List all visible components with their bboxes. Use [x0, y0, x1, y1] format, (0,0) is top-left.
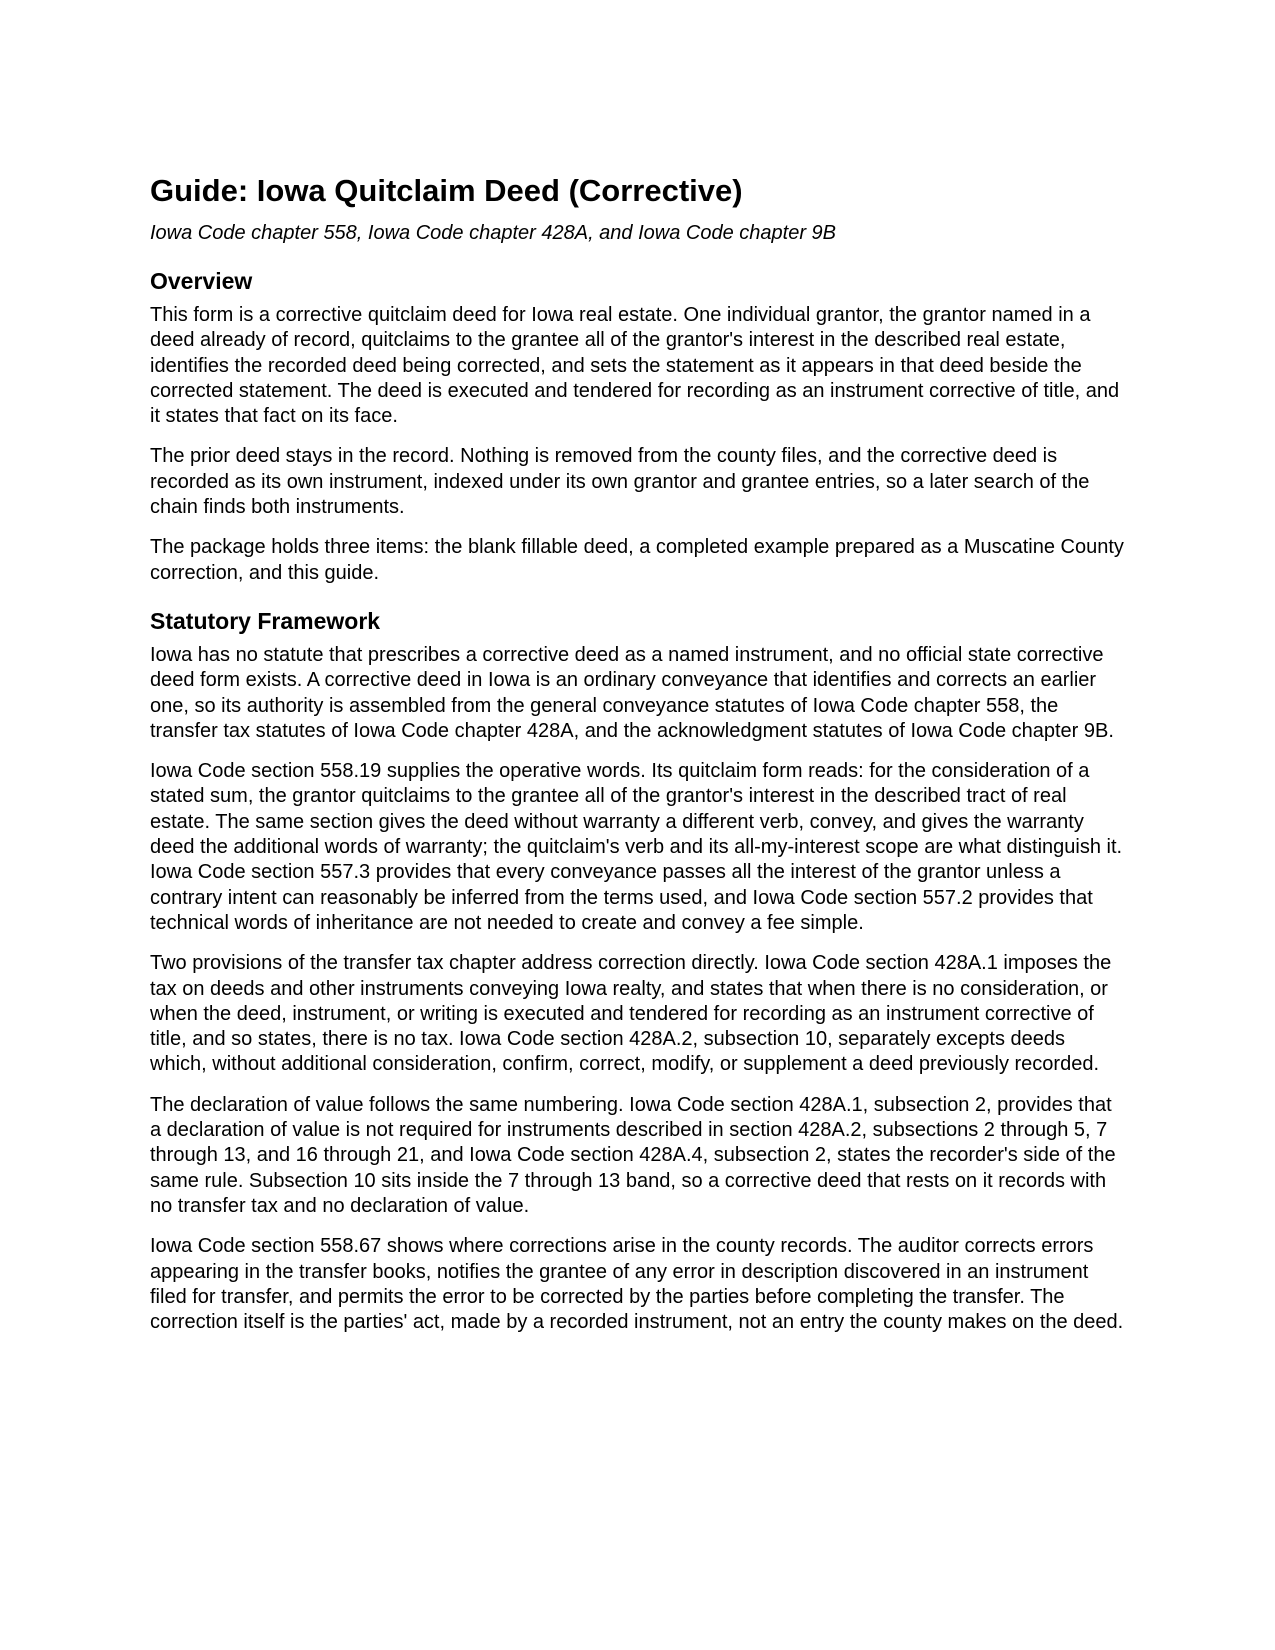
paragraph: Iowa Code section 558.67 shows where corrections arise in the county records. The auditor corrects errors appearing in the transfer books, notifies the grantee of any error in description discovered in an instrument filed for transfer, and permits the error to be corrected by the parties before completing the transfer. The correction itself is the parties' act, made by a recorded instrument, not an entry the county makes on the deed.: [150, 1235, 1124, 1334]
document-page: [150, 172, 1125, 1335]
paragraph: The prior deed stays in the record. Nothing is removed from the county files, and the corrective deed is recorded as its own instrument, indexed under its own grantor and grantee entries, so a later search of the chain finds both instruments.: [150, 445, 1090, 519]
paragraph: Iowa has no statute that prescribes a corrective deed as a named instrument, and no official state corrective deed form exists. A corrective deed in Iowa is an ordinary conveyance that identifies and corrects an earlier one, so its authority is assembled from the general conveyance statutes of Iowa Code chapter 558, the transfer tax statutes of Iowa Code chapter 428A, and the acknowledgment statutes of Iowa Code chapter 9B.: [150, 643, 1114, 742]
document-subtitle: Iowa Code chapter 558, Iowa Code chapter 428A, and Iowa Code chapter 9B: [150, 222, 837, 244]
section-heading: Statutory Framework: [150, 607, 381, 634]
paragraph: The package holds three items: the blank fillable deed, a completed example prepared as a Muscatine County correction, and this guide.: [150, 536, 1124, 584]
paragraph: The declaration of value follows the same numbering. Iowa Code section 428A.1, subsection 2, provides that a declaration of value is not required for instruments described in section 428A.2, subsections 2 through 5, 7 through 13, and 16 through 21, and Iowa Code section 428A.4, subsection 2, states the recorder's side of the same rule. Subsection 10 sits inside the 7 through 13 band, so a corrective deed that rests on it records with no transfer tax and no declaration of value.: [150, 1093, 1116, 1217]
section-overview: [150, 266, 1125, 586]
paragraph: This form is a corrective quitclaim deed for Iowa real estate. One individual grantor, the grantor named in a deed already of record, quitclaims to the grantee all of the grantor's interest in the described real estate, identifies the recorded deed being corrected, and sets the statement as it appears in that deed beside the corrected statement. The deed is executed and tendered for recording as an instrument corrective of title, and it states that fact on its face.: [150, 304, 1120, 428]
paragraph: Two provisions of the transfer tax chapter address correction directly. Iowa Code section 428A.1 imposes the tax on deeds and other instruments conveying Iowa realty, and states that when there is no consideration, or when the deed, instrument, or writing is executed and tendered for recording as an instrument corrective of title, and so states, there is no tax. Iowa Code section 428A.2, subsection 10, separately excepts deeds which, without additional consideration, confirm, correct, modify, or supplement a deed previously recorded.: [150, 952, 1112, 1076]
section-statutory-framework: [150, 606, 1125, 1335]
paragraph: Iowa Code section 558.19 supplies the operative words. Its quitclaim form reads: for the consideration of a stated sum, the grantor quitclaims to the grantee all of the grantor's interest in the described tract of real estate. The same section gives the deed without warranty a different verb, convey, and gives the warranty deed the additional words of warranty; the quitclaim's verb and its all-my-interest scope are what distinguish it. Iowa Code section 557.3 provides that every conveyance passes all the interest of the grantor unless a contrary intent can reasonably be inferred from the terms used, and Iowa Code section 557.2 provides that technical words of inheritance are not needed to create and convey a fee simple.: [150, 760, 1123, 934]
document-title: Guide: Iowa Quitclaim Deed (Corrective): [150, 173, 743, 208]
section-heading: Overview: [150, 268, 253, 294]
